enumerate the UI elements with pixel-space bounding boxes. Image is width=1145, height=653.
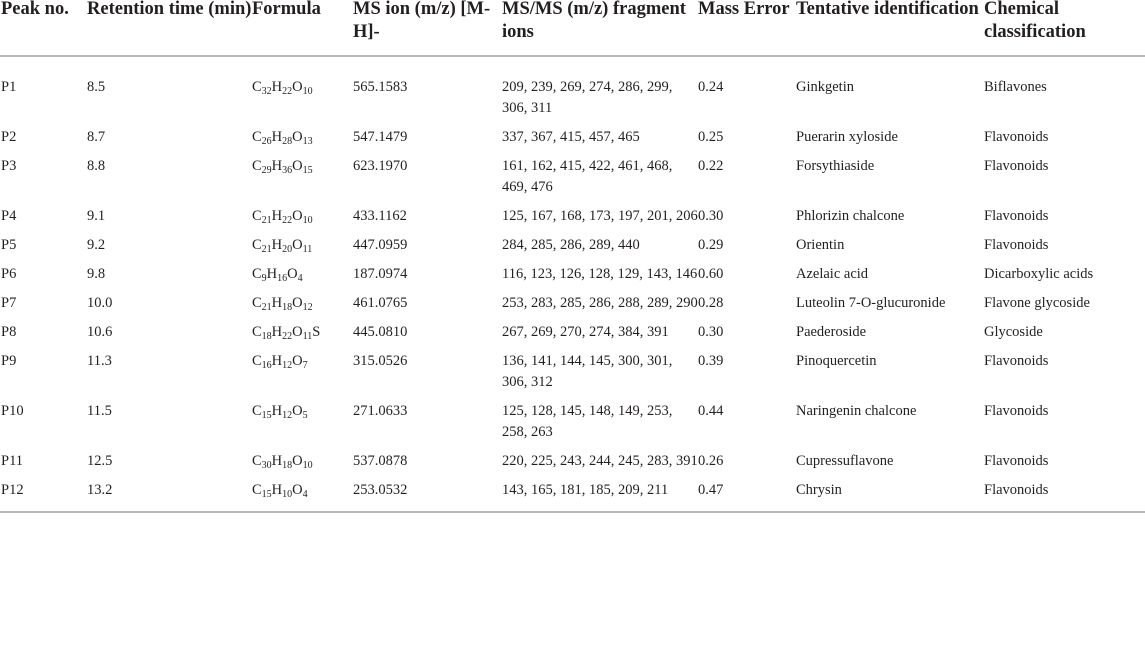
- formula-subscript: 22: [282, 331, 293, 342]
- formula-element: O: [292, 129, 303, 145]
- cell-mass-error: 0.30: [698, 324, 724, 340]
- formula-element: H: [271, 295, 283, 311]
- cell-classification: Flavonoids: [984, 158, 1049, 174]
- cell-msms-fragments: 220, 225, 243, 244, 245, 283, 391: [502, 453, 698, 469]
- cell-classification: Flavone glycoside: [984, 295, 1090, 311]
- cell-retention-time: 9.8: [87, 266, 106, 282]
- table-row: [0, 322, 1145, 351]
- table-row: [0, 127, 1145, 156]
- cell-formula: [252, 127, 353, 156]
- cell-mass-error: 0.30: [698, 208, 724, 224]
- header-peak-no-label: Peak no.: [1, 0, 69, 19]
- formula-element: C: [252, 453, 262, 469]
- cell-formula: [252, 322, 353, 351]
- cell-peak: P1: [1, 79, 17, 95]
- formula-subscript: 10: [282, 489, 293, 500]
- formula-subscript: 4: [302, 489, 308, 500]
- formula-subscript: 4: [297, 273, 303, 284]
- formula-subscript: 26: [261, 136, 272, 147]
- cell-msms-fragments: 161, 162, 415, 422, 461, 468, 469, 476: [502, 158, 673, 195]
- cell-peak: P5: [1, 237, 17, 253]
- cell-formula: [252, 451, 353, 480]
- cell-ms-ion: 187.0974: [353, 266, 408, 282]
- cell-classification: Flavonoids: [984, 353, 1049, 369]
- formula-subscript: 18: [261, 331, 272, 342]
- table-row: [0, 401, 1145, 451]
- formula-element: O: [292, 79, 303, 95]
- table-row: [0, 264, 1145, 293]
- formula-element: C: [252, 324, 262, 340]
- cell-mass-error: 0.47: [698, 480, 796, 512]
- formula-element: C: [252, 353, 262, 369]
- cell-mass-error: 0.28: [698, 295, 724, 311]
- formula-subscript: 12: [302, 302, 313, 313]
- cell-formula: [252, 264, 353, 293]
- cell-ms-ion: 447.0959: [353, 237, 408, 253]
- formula-subscript: 12: [282, 360, 293, 371]
- formula-element: H: [271, 237, 283, 253]
- header-msms-fragments: [502, 0, 698, 56]
- cell-identification: Phlorizin chalcone: [796, 208, 905, 224]
- formula-element: O: [292, 453, 303, 469]
- cell-identification: Forsythiaside: [796, 158, 875, 174]
- formula-subscript: 15: [261, 489, 272, 500]
- formula-subscript: 28: [282, 136, 293, 147]
- cell-identification: Puerarin xyloside: [796, 129, 898, 145]
- cell-peak: P10: [1, 403, 24, 419]
- cell-peak: P11: [1, 453, 24, 469]
- formula-subscript: 18: [282, 460, 293, 471]
- header-identification-label: Tentative identification: [796, 0, 979, 19]
- cell-ms-ion: 433.1162: [353, 208, 407, 224]
- table-row: [0, 351, 1145, 401]
- formula-element: C: [252, 403, 262, 419]
- cell-retention-time: 12.5: [87, 453, 113, 469]
- formula-element: C: [252, 129, 262, 145]
- cell-peak: P2: [1, 129, 17, 145]
- formula-element: O: [292, 237, 303, 253]
- cell-peak: P7: [1, 295, 17, 311]
- cell-identification: Pinoquercetin: [796, 353, 877, 369]
- formula-element: C: [252, 158, 262, 174]
- cell-identification: Chrysin: [796, 480, 984, 512]
- formula-element: O: [292, 353, 303, 369]
- formula-subscript: 29: [261, 165, 272, 176]
- formula-subscript: 12: [282, 410, 293, 421]
- cell-msms-fragments: 136, 141, 144, 145, 300, 301, 306, 312: [502, 353, 673, 390]
- header-peak-no: [0, 0, 87, 56]
- table-row: [0, 451, 1145, 480]
- formula-element: C: [252, 266, 262, 282]
- formula-element: H: [266, 266, 278, 282]
- formula-element: O: [292, 403, 303, 419]
- formula-element: H: [271, 324, 283, 340]
- formula-element: H: [271, 353, 283, 369]
- cell-ms-ion: 315.0526: [353, 353, 408, 369]
- cell-peak: P12: [0, 480, 87, 512]
- formula-element: C: [252, 237, 262, 253]
- cell-retention-time: 10.6: [87, 324, 113, 340]
- table-row: [0, 206, 1145, 235]
- header-classification: [984, 0, 1145, 56]
- header-mass-error: [698, 0, 796, 56]
- cell-ms-ion: 253.0532: [353, 480, 502, 512]
- cell-formula: [252, 206, 353, 235]
- header-formula-label: Formula: [252, 0, 321, 19]
- cell-formula: [252, 401, 353, 451]
- cell-peak: P9: [1, 353, 17, 369]
- cell-msms-fragments: 253, 283, 285, 286, 288, 289, 290: [502, 295, 698, 311]
- cell-identification: Cupressuflavone: [796, 453, 894, 469]
- cell-retention-time: 8.5: [87, 79, 106, 95]
- cell-msms-fragments: 125, 128, 145, 148, 149, 253, 258, 263: [502, 403, 673, 440]
- cell-identification: Paederoside: [796, 324, 867, 340]
- cell-retention-time: 8.7: [87, 129, 106, 145]
- cell-retention-time: 11.3: [87, 353, 112, 369]
- cell-mass-error: 0.39: [698, 353, 724, 369]
- cell-ms-ion: 623.1970: [353, 158, 408, 174]
- formula-subscript: 11: [302, 244, 313, 255]
- cell-peak: P3: [1, 158, 17, 174]
- header-classification-label: Chemical classification: [984, 0, 1086, 42]
- cell-classification: Flavonoids: [984, 129, 1049, 145]
- formula-element: H: [271, 453, 283, 469]
- formula-element: S: [312, 324, 321, 340]
- cell-identification: Ginkgetin: [796, 79, 854, 95]
- formula-subscript: 7: [302, 360, 308, 371]
- header-ms-ion: [353, 0, 502, 56]
- formula-subscript: 15: [261, 410, 272, 421]
- cell-retention-time: 13.2: [87, 480, 252, 512]
- cell-retention-time: 11.5: [87, 403, 112, 419]
- formula-element: H: [271, 208, 283, 224]
- header-retention-time: [87, 0, 252, 56]
- cell-retention-time: 9.2: [87, 237, 106, 253]
- cell-ms-ion: 537.0878: [353, 453, 408, 469]
- formula-subscript: 32: [261, 86, 272, 97]
- table-row: [0, 235, 1145, 264]
- formula-subscript: 21: [261, 215, 272, 226]
- cell-peak: P6: [1, 266, 17, 282]
- cell-classification: Flavonoids: [984, 403, 1049, 419]
- formula-element: O: [292, 158, 303, 174]
- formula-element: C: [252, 208, 262, 224]
- cell-classification: Flavonoids: [984, 453, 1049, 469]
- cell-mass-error: 0.44: [698, 403, 724, 419]
- header-identification: [796, 0, 984, 56]
- formula-subscript: 10: [302, 86, 313, 97]
- formula-subscript: 16: [261, 360, 272, 371]
- cell-msms-fragments: 116, 123, 126, 128, 129, 143, 146: [502, 266, 698, 282]
- cell-mass-error: 0.25: [698, 129, 724, 145]
- cell-retention-time: 9.1: [87, 208, 106, 224]
- cell-msms-fragments: 267, 269, 270, 274, 384, 391: [502, 324, 669, 340]
- cell-identification: Luteolin 7-O-glucuronide: [796, 295, 946, 311]
- cell-msms-fragments: 143, 165, 181, 185, 209, 211: [502, 480, 698, 512]
- formula-subscript: 11: [302, 331, 313, 342]
- table-row: [0, 480, 1145, 512]
- formula-subscript: 10: [302, 215, 313, 226]
- cell-msms-fragments: 284, 285, 286, 289, 440: [502, 237, 640, 253]
- formula-subscript: 18: [282, 302, 293, 313]
- cell-peak: P8: [1, 324, 17, 340]
- header-ms-ion-label: MS ion (m/z) [M-H]-: [353, 0, 491, 42]
- formula-subscript: 21: [261, 302, 272, 313]
- formula-element: O: [292, 482, 303, 498]
- cell-formula: [252, 56, 353, 127]
- cell-ms-ion: 271.0633: [353, 403, 408, 419]
- formula-subscript: 16: [277, 273, 288, 284]
- formula-element: H: [271, 129, 283, 145]
- table-body: [0, 56, 1145, 512]
- formula-subscript: 30: [261, 460, 272, 471]
- cell-classification: Glycoside: [984, 324, 1043, 340]
- cell-retention-time: 10.0: [87, 295, 113, 311]
- cell-formula: [252, 480, 353, 512]
- header-msms-fragments-label: MS/MS (m/z) fragment ions: [502, 0, 686, 42]
- formula-subscript: 20: [282, 244, 293, 255]
- cell-peak: P4: [1, 208, 17, 224]
- formula-subscript: 10: [302, 460, 313, 471]
- cell-formula: [252, 235, 353, 264]
- formula-subscript: 22: [282, 86, 293, 97]
- cell-ms-ion: 445.0810: [353, 324, 408, 340]
- cell-classification: Dicarboxylic acids: [984, 266, 1094, 282]
- formula-element: O: [292, 324, 303, 340]
- table-row: [0, 56, 1145, 127]
- formula-subscript: 5: [302, 410, 308, 421]
- table-header: [0, 0, 1145, 56]
- cell-ms-ion: 461.0765: [353, 295, 408, 311]
- formula-element: C: [252, 295, 262, 311]
- cell-formula: [252, 156, 353, 206]
- formula-subscript: 9: [261, 273, 267, 284]
- formula-element: H: [271, 158, 283, 174]
- formula-subscript: 22: [282, 215, 293, 226]
- header-formula: [252, 0, 353, 56]
- header-mass-error-label: Mass Error: [698, 0, 790, 19]
- table-row: [0, 293, 1145, 322]
- header-retention-time-label: Retention time (min): [87, 0, 252, 19]
- formula-element: H: [271, 403, 283, 419]
- cell-mass-error: 0.60: [698, 266, 724, 282]
- cell-classification: Flavonoids: [984, 237, 1049, 253]
- table-row: [0, 156, 1145, 206]
- formula-subscript: 36: [282, 165, 293, 176]
- cell-msms-fragments: 209, 239, 269, 274, 286, 299, 306, 311: [502, 79, 673, 116]
- cell-msms-fragments: 337, 367, 415, 457, 465: [502, 129, 640, 145]
- formula-subscript: 15: [302, 165, 313, 176]
- cell-retention-time: 8.8: [87, 158, 106, 174]
- cell-classification: Flavonoids: [984, 480, 1145, 512]
- cell-mass-error: 0.22: [698, 158, 724, 174]
- cell-ms-ion: 547.1479: [353, 129, 408, 145]
- formula-subscript: 21: [261, 244, 272, 255]
- cell-mass-error: 0.24: [698, 79, 724, 95]
- formula-element: C: [252, 482, 262, 498]
- cell-identification: Orientin: [796, 237, 845, 253]
- cell-formula: [252, 351, 353, 401]
- cell-classification: Flavonoids: [984, 208, 1049, 224]
- cell-ms-ion: 565.1583: [353, 79, 408, 95]
- cell-mass-error: 0.29: [698, 237, 724, 253]
- formula-element: H: [271, 79, 283, 95]
- cell-formula: [252, 293, 353, 322]
- cell-identification: Azelaic acid: [796, 266, 869, 282]
- header-row: [0, 0, 1145, 56]
- cell-identification: Naringenin chalcone: [796, 403, 917, 419]
- cell-msms-fragments: 125, 167, 168, 173, 197, 201, 206: [502, 208, 698, 224]
- formula-subscript: 13: [302, 136, 313, 147]
- formula-element: O: [292, 208, 303, 224]
- formula-element: C: [252, 79, 262, 95]
- formula-element: H: [271, 482, 283, 498]
- cell-mass-error: 0.26: [698, 453, 724, 469]
- formula-element: O: [292, 295, 303, 311]
- formula-element: O: [287, 266, 298, 282]
- cell-classification: Biflavones: [984, 79, 1047, 95]
